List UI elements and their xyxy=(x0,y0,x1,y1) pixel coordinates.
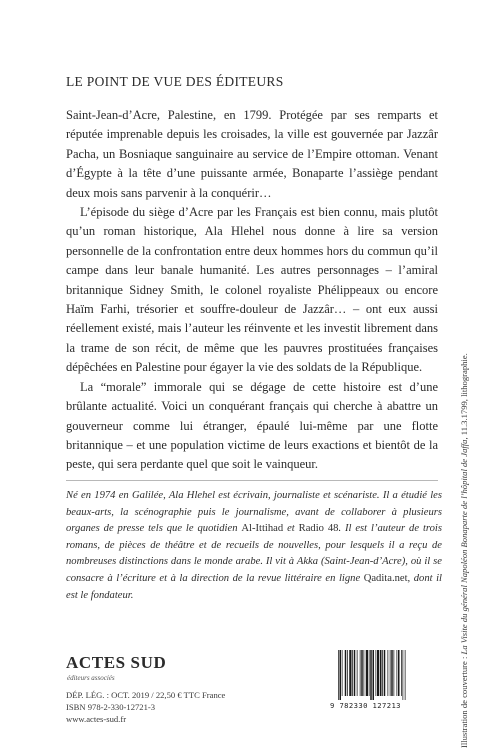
barcode-bars xyxy=(336,650,432,700)
cover-illustration-credit xyxy=(458,108,470,748)
section-heading: LE POINT DE VUE DES ÉDITEURS xyxy=(66,74,284,89)
legal-deposit-price: DÉP. LÉG. : OCT. 2019 / 22,50 € TTC France xyxy=(66,690,226,700)
bio-text-4: , dont il est le fondateur. xyxy=(66,572,443,601)
synopsis xyxy=(66,106,438,475)
credit-artwork-title: La Visite du général Napoléon Bonaparte de l’hôpital de Jaffa xyxy=(459,439,469,655)
credit-prefix: Illustration de couverture : xyxy=(459,654,469,748)
synopsis-paragraph-1: Saint-Jean-d’Acre, Palestine, en 1799. Protégée par ses remparts et réputée imprenable depuis les croisades, la ville est gouvernée par Jazzâr Pacha, un Bosniaque sanguinaire au service de l’Empire ottoman. Venant d’Égypte à la tête d’une puissante armée, Bonaparte l’assiège pendant deux mois sans parvenir à la conquérir… xyxy=(66,108,438,200)
bio-text-2: et xyxy=(283,523,299,535)
bio-radio-name: Radio 48 xyxy=(298,523,339,535)
publisher-logo: ACTES SUD xyxy=(66,653,167,672)
isbn-barcode xyxy=(330,650,438,712)
isbn: ISBN 978-2-330-12721-3 xyxy=(66,701,156,712)
publisher-website: www.actes-sud.fr xyxy=(66,713,127,724)
credit-suffix: , 11.3.1799, lithographie. xyxy=(459,353,469,440)
barcode-digits: 9 782330 127213 xyxy=(330,701,401,710)
section-divider xyxy=(66,480,438,481)
legal-info xyxy=(66,690,225,725)
bio-newspaper-name: Al-Ittihad xyxy=(241,523,284,535)
synopsis-paragraph-2: L’épisode du siège d’Acre par les Français est bien connu, mais plutôt qu’un roman historique, Ala Hlehel nous donne à lire sa version personnelle de la confrontation entre deux hommes hors du commun qu’il campe dans leur banale humanité. Les autres personnages – l’amiral britannique Sidney Smith, le colonel royaliste Phélippeaux ou encore Haïm Farhi, trésorier et souffre-douleur de Jazzâr… – ont eux aussi réellement existé, mais l’auteur les réinvente et les investit librement dans la trame de son récit, de même que les pauvres prostituées françaises dépêchées en Palestine pour égayer la vie des soldats de la République. xyxy=(66,205,438,375)
bio-text-3: . Il est l’auteur de trois romans, de pièces de théâtre et de recueils de nouvelles, pour lesquels il a reçu de nombreuses distinctions dans le monde arabe. Il vit à Akka (Saint-Jean-d’Acre), où il se consacre à l’écriture et à la direction de la revue littéraire en ligne xyxy=(66,523,442,584)
bio-website-name: Qadita.net xyxy=(363,572,408,584)
synopsis-paragraph-3: La “morale” immorale qui se dégage de cette histoire est d’une brûlante actualité. Voici un conquérant français qui cherche à abattre un gouverneur comme lui étranger, épaulé lui-même par une flotte britannique – et une population victime de leurs exactions et bientôt de la peste, qui sera perdante quel que soit le vainqueur. xyxy=(66,379,438,472)
author-bio xyxy=(66,488,442,604)
bio-text-1: Né en 1974 en Galilée, Ala Hlehel est écrivain, journaliste et scénariste. Il a étudié les beaux-arts, la scénographie puis le journalisme, avant de collaborer à plusieurs organes de presse tels que le quotidien xyxy=(66,490,442,535)
publisher-subtitle: éditeurs associés xyxy=(67,674,115,682)
